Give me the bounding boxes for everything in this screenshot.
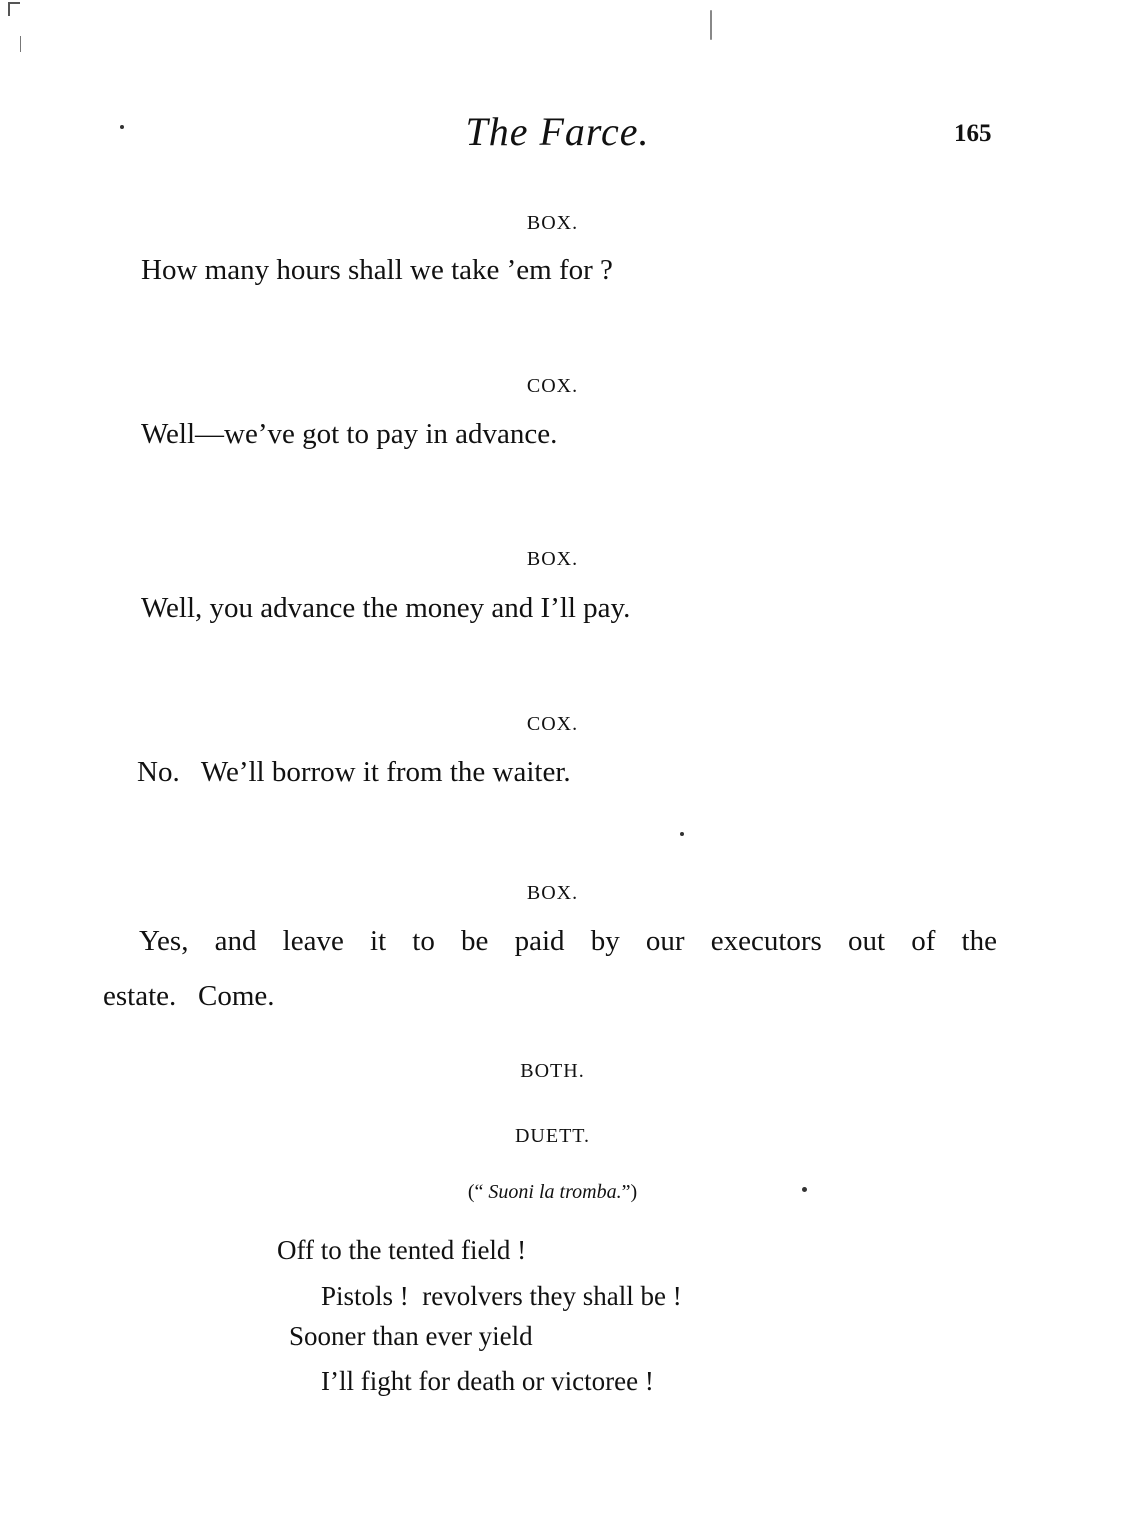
speaker-name: BOX. bbox=[526, 882, 579, 904]
page-number: 165 bbox=[954, 120, 992, 147]
speaker-name: COX. bbox=[526, 713, 579, 735]
dialogue-line: How many hours shall we take ’em for ? bbox=[141, 254, 613, 286]
song-speaker: BOTH. bbox=[520, 1060, 585, 1082]
speaker-name: BOX. bbox=[526, 212, 579, 234]
dialogue-line-continued: estate. Come. bbox=[103, 980, 275, 1012]
scan-speck bbox=[710, 10, 712, 40]
verse-line: Off to the tented field ! bbox=[277, 1235, 527, 1265]
tune-open-quote: (“ bbox=[467, 1181, 489, 1203]
verse-line: I’ll fight for death or victoree ! bbox=[321, 1366, 654, 1396]
tune-close-quote: ”) bbox=[621, 1181, 638, 1203]
speaker-name: BOX. bbox=[526, 548, 579, 570]
song-title: DUETT. bbox=[514, 1125, 591, 1147]
dialogue-line: Well, you advance the money and I’ll pay. bbox=[141, 592, 631, 624]
scan-edge-mark bbox=[20, 36, 21, 52]
song-tune bbox=[0, 1181, 1105, 1204]
dialogue-line: Well—we’ve got to pay in advance. bbox=[141, 418, 558, 450]
running-title: The Farce. bbox=[465, 109, 650, 154]
scan-corner-mark bbox=[8, 2, 20, 16]
scan-speck bbox=[680, 832, 684, 836]
dialogue-line: Yes, and leave it to be paid by our executors out of the bbox=[139, 925, 997, 957]
verse-line: Sooner than ever yield bbox=[289, 1321, 533, 1351]
tune-name: Suoni la tromba. bbox=[488, 1181, 622, 1203]
verse-line: Pistols ! revolvers they shall be ! bbox=[321, 1281, 682, 1311]
dialogue-line: No. We’ll borrow it from the waiter. bbox=[137, 756, 571, 788]
speaker-name: COX. bbox=[526, 375, 579, 397]
